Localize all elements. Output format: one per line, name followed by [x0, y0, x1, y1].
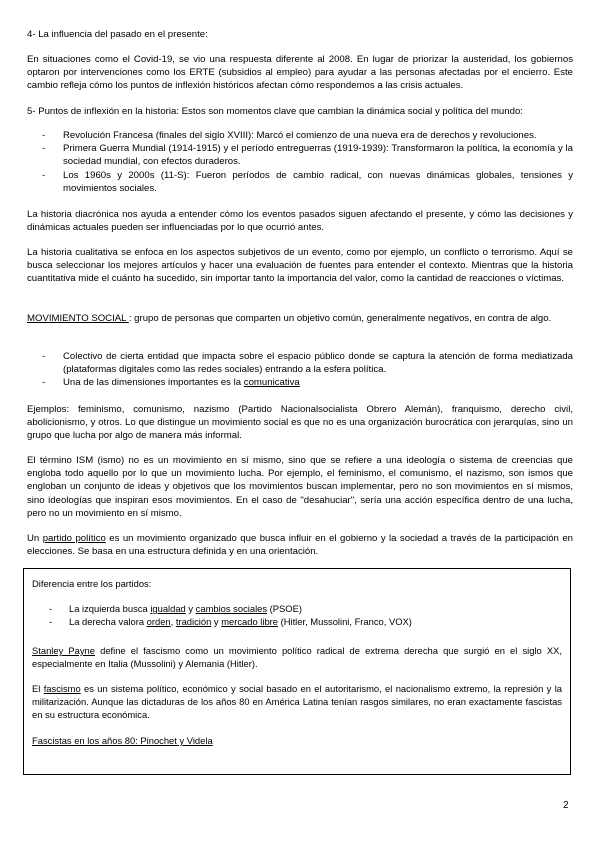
box-title: Diferencia entre los partidos: [32, 578, 152, 589]
social-movement-definition [27, 312, 573, 325]
political-party-term: partido político [42, 533, 106, 544]
payne-name: Stanley Payne [32, 645, 95, 656]
list-item: - La izquierda busca igualdad y cambios sociales (PSOE) [32, 602, 562, 615]
turning-points-list [27, 129, 573, 195]
list-item: - Los 1960s y 2000s (11-S): Fueron períodos de cambio radical, con nuevas dinámicas globales, tensiones y movimientos sociales. [27, 169, 573, 195]
list-item: - Una de las dimensiones importantes es la comunicativa [27, 376, 573, 389]
social-movement-term: MOVIMIENTO SOCIAL [27, 313, 129, 324]
qualitative-history-paragraph: La historia cualitativa se enfoca en los aspectos subjetivos de un evento, como por ejemplo, un conflicto o terrorismo. Aquí se busca seleccionar los mejores artículos y hacer una evaluación de fuentes para entender el contexto. Mientras que la historia cuantitativa mide el cuánto ha sucedido, sin importar tanto la importancia del valor, como la cantidad de reacciones o víctimas. [27, 247, 573, 285]
communicative-term: comunicativa [243, 377, 300, 389]
section5-heading: 5- Puntos de inflexión en la historia: Estos son momentos clave que cambian la dinámica social y política del mundo: [27, 106, 523, 117]
social-movement-list [27, 350, 573, 390]
social-movement-text: : grupo de personas que comparten un objetivo común, generalmente negativos, en contra de algo. [128, 313, 552, 324]
party-list [32, 602, 562, 628]
diachronic-history-paragraph: La historia diacrónica nos ayuda a entender cómo los eventos pasados siguen afectando el presente, y cómo las decisiones y dinámicas actuales pueden ser influenciadas por lo que ocurrió antes. [27, 209, 573, 234]
list-item: - Colectivo de cierta entidad que impacta sobre el espacio público donde se captura la atención de forma mediatizada (plataformas digitales como las redes sociales) entrando a la esfera política. [27, 350, 573, 376]
ism-paragraph: El término ISM (ismo) no es un movimiento en sí mismo, sino que se refiere a una ideología o sistema de creencias que engloba todo aquello por lo que un movimiento lucha. Por ejemplo, el feminismo, el comunismo, el nazismo, son ismos que engloban un conjunto de ideas y objetivos que los movimientos buscan implementar, pero no son movimientos en sí mismos, sino ideologías que inspiran esos movimientos. En el caso de "desahuciar", sería una acción específica dentro de una lucha, pero no un movimiento en sí mismo. [27, 455, 573, 519]
box-footer: Fascistas en los años 80: Pinochet y Videla [32, 735, 213, 746]
fascism-paragraph: El fascismo es un sistema político, económico y social basado en el autoritarismo, el nacionalismo extremo, la represión y la militarización. Aunque las dictaduras de los años 80 en América Latina tenían rasgos similares, no eran exactamente fascistas en su estructura económica. [32, 683, 562, 721]
party-differences-box [23, 568, 571, 775]
page-number: 2 [563, 800, 569, 811]
list-item: - La derecha valora orden, tradición y mercado libre (Hitler, Mussolini, Franco, VOX) [32, 615, 562, 628]
section4-heading: 4- La influencia del pasado en el presente: [27, 29, 208, 40]
list-item: - Revolución Francesa (finales del siglo XVIII): Marcó el comienzo de una nueva era de derechos y revoluciones. [27, 129, 573, 142]
section4-paragraph: En situaciones como el Covid-19, se vio una respuesta diferente al 2008. En lugar de priorizar la austeridad, los gobiernos optaron por intervenciones como los ERTE (subsidios al empleo) para ayudar a las personas afectadas por el encierro. Este cambio refleja cómo los puntos de inflexión históricos afectan cómo respondemos a las crisis actuales. [27, 54, 573, 92]
list-item: - Primera Guerra Mundial (1914-1915) y el período entreguerras (1919-1939): Transformaron la política, la economía y la sociedad mundial, con efectos duraderos. [27, 142, 573, 168]
fascism-term: fascismo [43, 683, 81, 694]
payne-paragraph: Stanley Payne define el fascismo como un movimiento político radical de extrema derecha que surgió en el siglo XX, especialmente en Italia (Mussolini) y Alemania (Hitler). [32, 645, 562, 670]
political-party-paragraph: Un partido político es un movimiento organizado que busca influir en el gobierno y la sociedad a través de la participación en elecciones. Se basa en una estructura definida y en una orientación. [27, 533, 573, 558]
examples-paragraph: Ejemplos: feminismo, comunismo, nazismo (Partido Nacionalsocialista Obrero Alemán), franquismo, derecho civil, abolicionismo, y otros. Lo que distingue un movimiento social es que no es una organización burocrática con jerarquías, sino un grupo que lucha por algo de manera más informal. [27, 404, 573, 442]
